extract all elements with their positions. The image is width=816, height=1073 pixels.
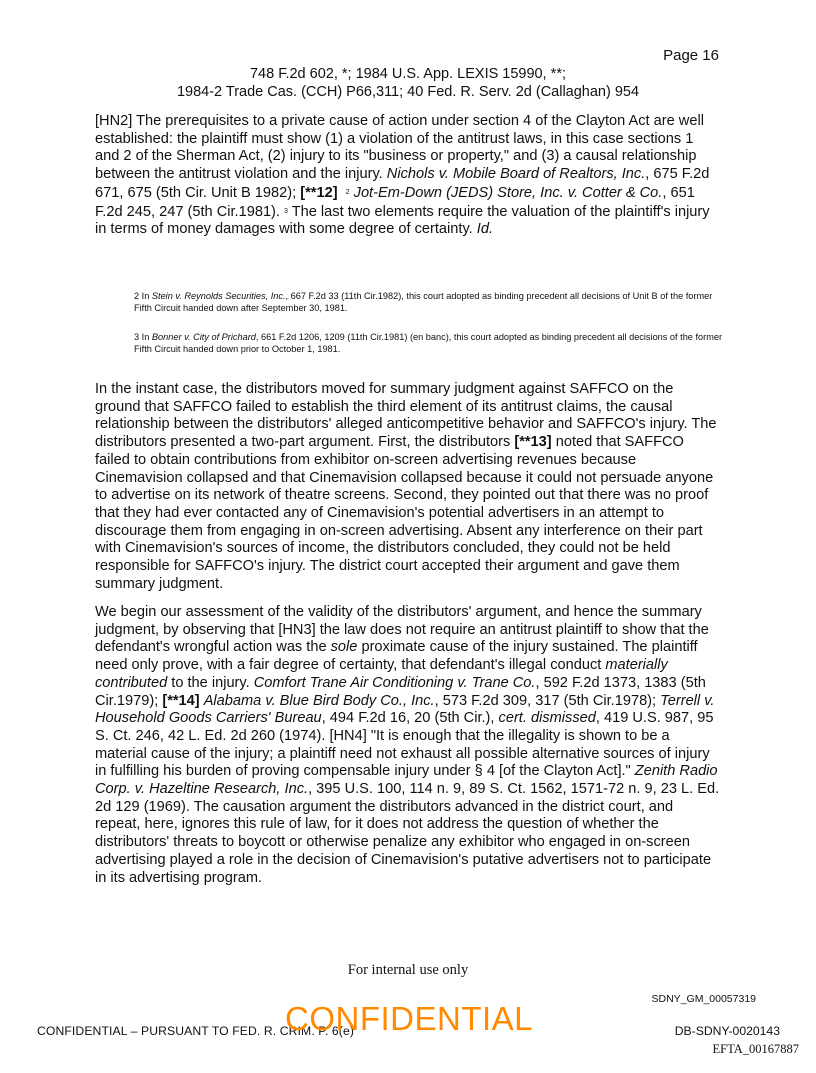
citation-line-2: 1984-2 Trade Cas. (CCH) P66,311; 40 Fed. R. Serv. 2d (Callaghan) 954 <box>176 84 640 100</box>
star-page-marker: [**14] <box>162 692 200 709</box>
case-citation: Zenith Radio Corp. v. Hazeltine Research, Inc. <box>95 763 718 798</box>
para2-text: noted that SAFFCO failed to obtain contributions from exhibitor on-screen advertising revenues because Cinemavision collapsed and that Cinemavision collapsed because it could not persuade anyone to advertise on its network of theatre screens. Second, they pointed out that there was no proof that they had ever contacted any of Cinemavision's potential advertisers in an attempt to discourage them from engaging in on-screen advertising. Absent any interference on their part with Cinemavision's sources of income, the distributors concluded, they could not be held responsible for SAFFCO's injury. The district court accepted their argument and gave them summary judgment. <box>95 434 714 592</box>
case-citation: Bonner v. City of Prichard <box>151 332 256 342</box>
para3-text: , 419 U.S. 987, 95 S. Ct. 246, 42 L. Ed. 2d 260 (1974). [HN4] "It is enough that the illegality is shown to be a material cause of the injury; a plaintiff need not exhaust all possible alternative sources of injury in fulfilling his burden of proving compensable injury under § 4 [of the Clayton Act]." <box>95 710 714 780</box>
footnote-ref-3[interactable]: 3 <box>284 207 288 215</box>
case-citation: Stein v. Reynolds Securities, Inc. <box>151 291 286 301</box>
confidential-notice: CONFIDENTIAL – PURSUANT TO FED. R. CRIM. P. 6(e) <box>37 1024 354 1038</box>
para1-text: , 675 F.2d 671, 675 (5th Cir. Unit B 1982); <box>95 166 710 201</box>
citation-line-1: 748 F.2d 602, *; 1984 U.S. App. LEXIS 15990, **; <box>249 66 566 82</box>
para3-text: proximate cause of the injury sustained. The plaintiff need only prove, with a fair degree of certainty, that defendant's illegal conduct <box>95 639 698 674</box>
confidential-stamp: CONFIDENTIAL <box>285 1000 534 1037</box>
para3-text: , 573 F.2d 309, 317 (5th Cir.1978); <box>434 692 661 709</box>
case-citation: Nichols v. Mobile Board of Realtors, Inc. <box>386 166 646 183</box>
paragraph-hn2 <box>95 113 721 239</box>
footnote-text: 2 In <box>134 291 152 301</box>
footnote-text: , 667 F.2d 33 (11th Cir.1982), this court adopted as binding precedent all decisions of Unit B of the former Fifth Circuit handed down after September 30, 1981. <box>134 291 713 313</box>
para1-text: The last two elements require the valuation of the plaintiff's injury in terms of money damages with some degree of certainty. <box>95 203 710 238</box>
para3-text: We begin our assessment of the validity of the distributors' argument, and hence the summary judgment, by observing that [HN3] the law does not require an antitrust plaintiff to show that the defendant's wrongful action was the <box>95 604 709 656</box>
footnote-text: , 661 F.2d 1206, 1209 (11th Cir.1981) (en banc), this court adopted as binding precedent all decisions of the former Fifth Circuit handed down prior to October 1, 1981. <box>134 332 723 354</box>
star-page-marker: [**13] <box>514 434 552 451</box>
page-number: Page 16 <box>663 47 719 64</box>
footnote-2 <box>134 291 724 314</box>
footnote-text: 3 In <box>134 332 152 342</box>
paragraph-instant-case <box>95 381 721 593</box>
para3-text: , 592 F.2d 1373, 1383 (5th Cir.1979); <box>95 674 706 709</box>
footnote-ref-2[interactable]: 2 <box>345 188 350 196</box>
emphasis: materially contributed <box>95 657 668 691</box>
para3-text: to the injury. <box>167 674 254 691</box>
efta-number: EFTA_00167887 <box>712 1042 799 1056</box>
case-citation: Comfort Trane Air Conditioning v. Trane Co. <box>253 674 536 691</box>
para3-text: , 395 U.S. 100, 114 n. 9, 89 S. Ct. 1562, 1571-72 n. 9, 23 L. Ed. 2d 129 (1969). The causation argument the distributors advanced in the district court, and repeat, here, ignores this rule of law, for it does not address the question of whether the distributors' threats to boycott or otherwise penalize any exhibitor who engaged in on-screen advertising played a role in the decision of Cinemavision's putative advertisers not to participate in its advertising program. <box>95 781 720 886</box>
case-citation: Alabama v. Blue Bird Body Co., Inc. <box>203 692 435 709</box>
para3-text: , 494 F.2d 16, 20 (5th Cir.), <box>321 710 499 727</box>
star-page-marker: [**12] <box>300 184 338 201</box>
case-citation: Id. <box>476 221 494 238</box>
emphasis: sole <box>330 639 358 656</box>
para1-text: , 651 F.2d 245, 247 (5th Cir.1981). <box>95 184 695 220</box>
footnote-3 <box>134 332 724 355</box>
emphasis: cert. dismissed <box>498 710 596 727</box>
bates-number-db: DB-SDNY-0020143 <box>674 1024 780 1038</box>
para1-text: [HN2] The prerequisites to a private cause of action under section 4 of the Clayton Act are well established: the plaintiff must show (1) a violation of the antitrust laws, in this case sections 1 and 2 of the Sherman Act, (2) injury to its "business or property," and (3) a causal relationship between the antitrust violation and the injury. <box>95 113 704 183</box>
bates-number-gm: SDNY_GM_00057319 <box>651 993 756 1005</box>
internal-use-note: For internal use only <box>347 962 469 978</box>
para2-text: In the instant case, the distributors moved for summary judgment against SAFFCO on the ground that SAFFCO failed to establish the third element of its antitrust claims, the causal relationship between the distributors' alleged anticompetitive behavior and SAFFCO's injury. The distributors presented a two-part argument. First, the distributors <box>95 381 717 451</box>
case-citation: Jot-Em-Down (JEDS) Store, Inc. v. Cotter & Co. <box>353 184 663 201</box>
case-citation: Terrell v. Household Goods Carriers' Bureau <box>95 692 715 727</box>
paragraph-assessment <box>95 604 721 887</box>
